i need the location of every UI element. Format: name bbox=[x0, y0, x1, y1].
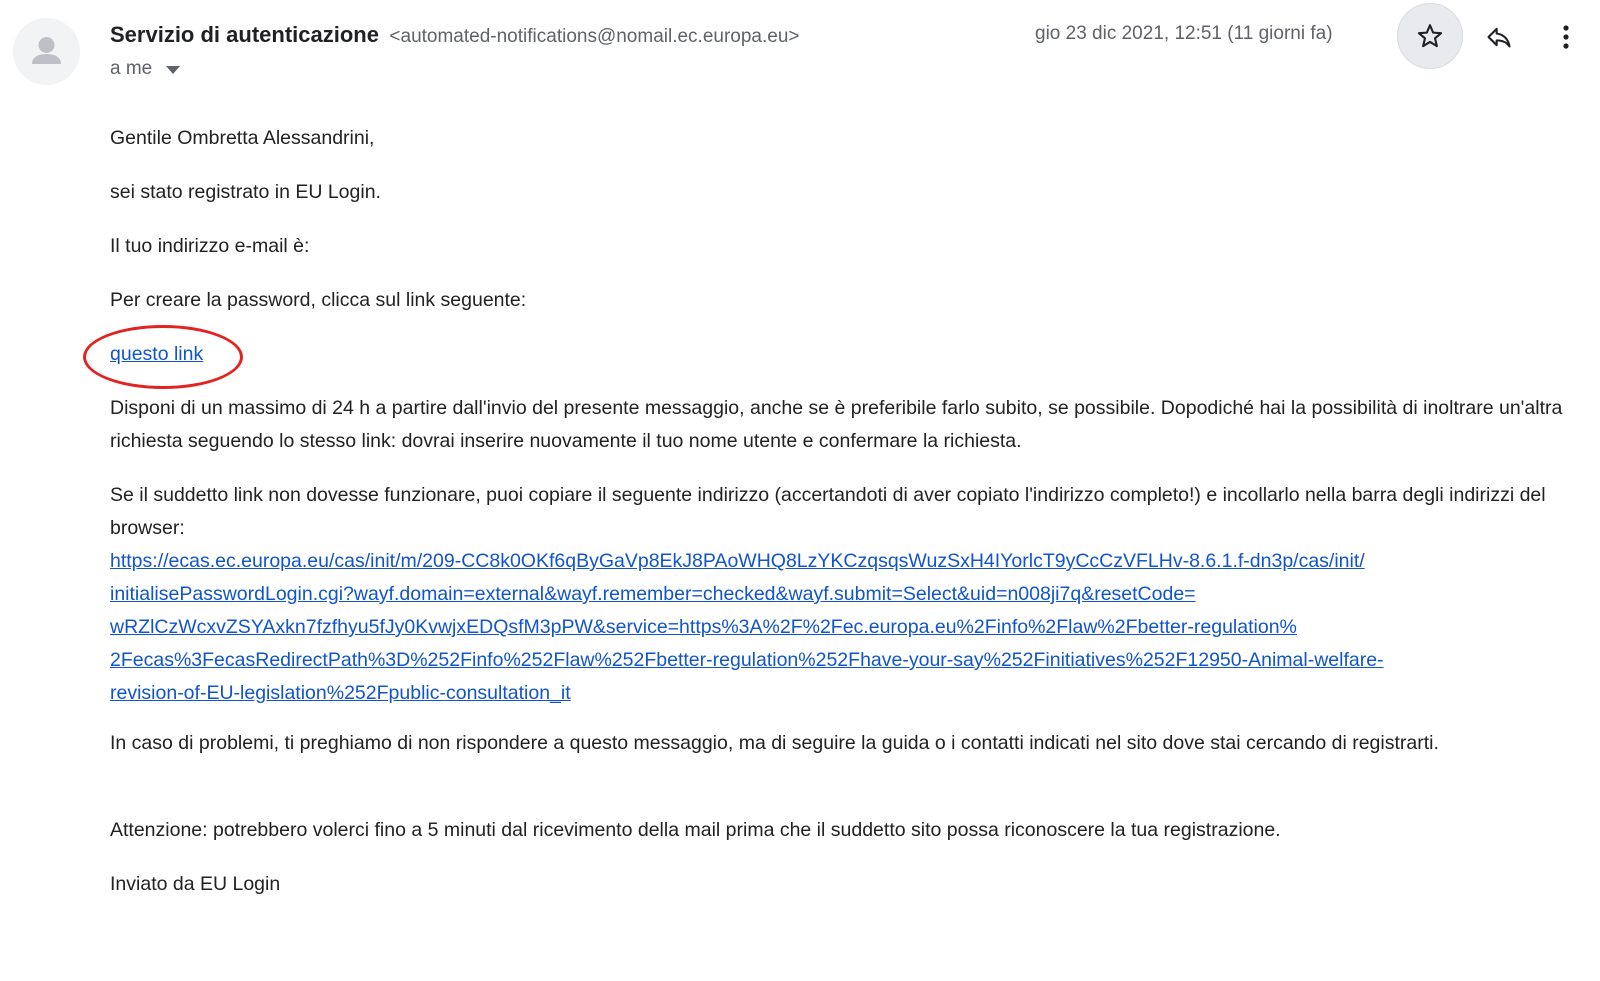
fallback-url-line[interactable]: revision-of-EU-legislation%252Fpublic-consultation_it bbox=[110, 682, 571, 704]
star-outline-icon bbox=[1416, 22, 1444, 50]
expiry-note: Disponi di un massimo di 24 h a partire dall'invio del presente messaggio, anche se è preferibile farlo subito, se possibile. Dopodiché hai la possibilità di inoltrare un'altra richiesta seguendo lo stesso link: dovrai inserire nuovamente il tuo nome utente e confermare la richiesta. bbox=[110, 397, 1563, 452]
link-paragraph bbox=[110, 338, 1580, 371]
more-vert-icon bbox=[1562, 24, 1570, 50]
message-date: gio 23 dic 2021, 12:51 (11 giorni fa) bbox=[1035, 23, 1333, 44]
reply-icon bbox=[1485, 23, 1513, 51]
problems-note: In caso di problemi, ti preghiamo di non rispondere a questo messaggio, ma di seguire la guida o i contatti indicati nel sito dove stai cercando di registrarti. bbox=[110, 732, 1439, 754]
signature: Inviato da EU Login bbox=[110, 873, 281, 895]
recipient-dropdown[interactable] bbox=[110, 58, 180, 80]
greeting: Gentile Ombretta Alessandrini, bbox=[110, 127, 375, 149]
fallback-url-line[interactable]: https://ecas.ec.europa.eu/cas/init/m/209-CC8k0OKf6qByGaVp8EkJ8PAoWHQ8LzYKCzqsqsWuzSxH4IYorlcT9yCcCzVFLHv-8.6.1.f-dn3p/cas/init/ bbox=[110, 550, 1365, 572]
fallback-url bbox=[110, 545, 1580, 710]
password-instruction: Per creare la password, clicca sul link seguente: bbox=[110, 289, 527, 311]
fallback-url-line[interactable]: 2Fecas%3FecasRedirectPath%3D%252Finfo%252Flaw%252Fbetter-regulation%252Fhave-your-say%252Finitiatives%252F12950-Animal-welfare- bbox=[110, 649, 1384, 671]
sender-email: <automated-notifications@nomail.ec.europa.eu> bbox=[389, 26, 800, 47]
email-label: Il tuo indirizzo e-mail è: bbox=[110, 235, 310, 257]
sender-line bbox=[110, 22, 800, 48]
star-button[interactable] bbox=[1397, 3, 1463, 69]
attention-note: Attenzione: potrebbero volerci fino a 5 minuti dal ricevimento della mail prima che il suddetto sito possa riconoscere la tua registrazione. bbox=[110, 819, 1281, 841]
recipient-label: a me bbox=[110, 58, 153, 79]
caret-down-icon bbox=[166, 58, 180, 80]
password-link[interactable]: questo link bbox=[110, 343, 204, 365]
registered-text: sei stato registrato in EU Login. bbox=[110, 181, 381, 203]
fallback-url-line[interactable]: wRZlCzWcxvZSYAxkn7fzfhyu5fJy0KvwjxEDQsfM3pPW&service=https%3A%2F%2Fec.europa.eu%2Finfo%2Flaw%2Fbetter-regulation% bbox=[110, 616, 1297, 638]
sender-name[interactable]: Servizio di autenticazione bbox=[110, 22, 379, 47]
fallback-url-line[interactable]: initialisePasswordLogin.cgi?wayf.domain=external&wayf.remember=checked&wayf.submit=Select&uid=n008ji7q&resetCode= bbox=[110, 583, 1196, 605]
person-icon bbox=[13, 18, 80, 85]
fallback-note: Se il suddetto link non dovesse funzionare, puoi copiare il seguente indirizzo (accertandoti di aver copiato l'indirizzo completo!) e incollarlo nella barra degli indirizzi del browser: bbox=[110, 484, 1546, 539]
reply-button[interactable] bbox=[1476, 14, 1522, 60]
more-options-button[interactable] bbox=[1548, 14, 1584, 60]
avatar[interactable] bbox=[13, 18, 80, 85]
